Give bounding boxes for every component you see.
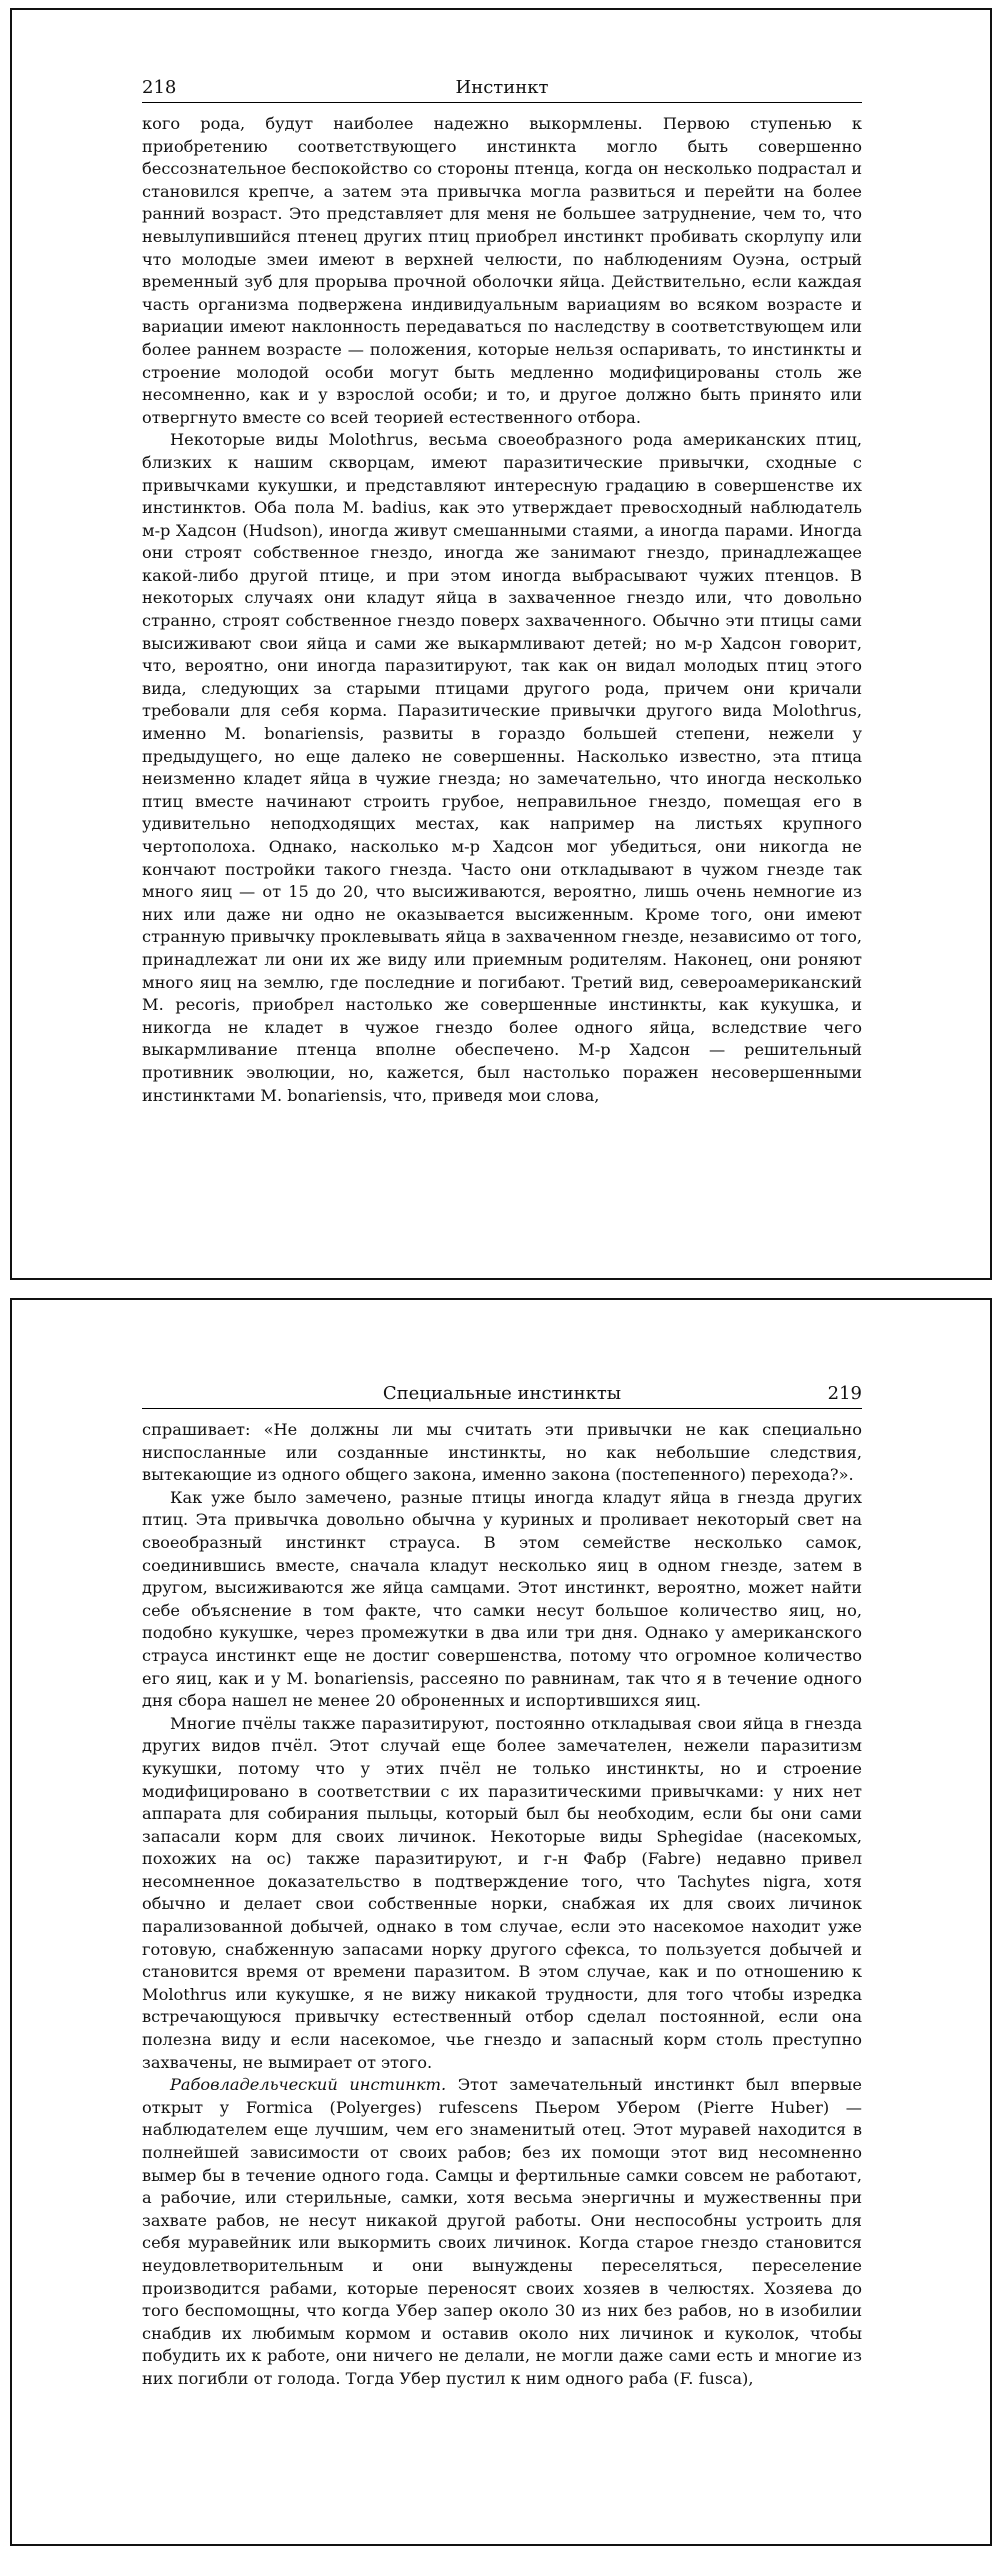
body-text: [142, 113, 862, 1107]
book-page-218: [10, 8, 992, 1280]
paragraph-body: Этот замечательный инстинкт был впервые открыт у Formica (Polyerges) rufescens Пьером Убером (Pierre Huber) — наблюдателем еще лучшим, чем его знаменитый отец. Этот муравей находится в полнейшей зависимости от своих рабов; без их помощи этот вид несомненно вымер бы в течение одного года. Самцы и фертильные самки совсем не работают, а рабочие, или стерильные, самки, хотя весьма энергичны и мужественны при захвате рабов, не несут никакой другой работы. Они неспособны устроить для себя муравейник или выкормить своих личинок. Когда старое гнездо становится неудовлетворительным и они вынуждены переселяться, переселение производится рабами, которые переносят своих хозяев в челюстях. Хозяева до того беспомощны, что когда Убер запер около 30 из них без рабов, но в изобилии снабдив их любимым кормом и оставив около них личинок и куколок, чтобы побудить их к работе, они ничего не делали, не могли даже сами есть и многие из них погибли от голода. Тогда Убер пустил к ним одного раба (F. fusca),: [142, 2075, 862, 2388]
page-content: [142, 1378, 862, 2391]
page-number: 219: [827, 1383, 862, 1404]
paragraph: кого рода, будут наиболее надежно выкормлены. Первою ступенью к приобретению соответствующего инстинкта могло быть совершенно бессознательное беспокойство со стороны птенца, когда он несколько подрастал и становился крепче, а затем эта привычка могла развиться и перейти на более ранний возраст. Это представляет для меня не большее затруднение, чем то, что невылупившийся птенец других птиц приобрел инстинкт пробивать скорлупу или что молодые змеи имеют в верхней челюсти, по наблюдениям Оуэна, острый временный зуб для прорыва прочной оболочки яйца. Действительно, если каждая часть организма подвержена индивидуальным вариациям во всяком возрасте и вариации имеют наклонность передаваться по наследству в соответствующем или более раннем возрасте — положения, которые нельзя оспаривать, то инстинкты и строение молодой особи могут быть медленно модифицированы столь же несомненно, как и у взрослой особи; и то, и другое должно быть принято или отвергнуто вместе со всей теорией естественного отбора.: [142, 114, 862, 427]
paragraph: Некоторые виды Molothrus, весьма своеобразного рода американских птиц, близких к нашим скворцам, имеют паразитические привычки, сходные с привычками кукушки, и представляют интересную градацию в совершенстве их инстинктов. Оба пола M. badius, как это утверждает превосходный наблюдатель м-р Хадсон (Hudson), иногда живут смешанными стаями, а иногда парами. Иногда они строят собственное гнездо, иногда же занимают гнездо, принадлежащее какой-либо другой птице, и при этом иногда выбрасывают чужих птенцов. В некоторых случаях они кладут яйца в захваченное гнездо или, что довольно странно, строят собственное гнездо поверх захваченного. Обычно эти птицы сами высиживают свои яйца и сами же выкармливают детей; но м-р Хадсон говорит, что, вероятно, они иногда паразитируют, так как он видал молодых птиц этого вида, следующих за старыми птицами другого рода, причем они кричали требовали для себя корма. Паразитические привычки другого вида Molothrus, именно M. bonariensis, развиты в гораздо большей степени, нежели у предыдущего, но еще далеко не совершенны. Насколько известно, эта птица неизменно кладет яйца в чужие гнезда; но замечательно, что иногда несколько птиц вместе начинают строить грубое, неправильное гнездо, помещая его в удивительно неподходящих местах, как например на листьях крупного чертополоха. Однако, насколько м-р Хадсон мог убедиться, они никогда не кончают постройки такого гнезда. Часто они откладывают в чужом гнезде так много яиц — от 15 до 20, что высиживаются, вероятно, лишь очень немногие из них или даже ни одно не оказывается высиженным. Кроме того, они имеют странную привычку проклевывать яйца в захваченном гнезде, независимо от того, принадлежат ли они их же виду или приемным родителям. Наконец, они роняют много яиц на землю, где последние и погибают. Третий вид, североамериканский M. pecoris, приобрел настолько же совершенные инстинкты, как кукушка, и никогда не кладет в чужое гнездо более одного яйца, вследствие чего выкармливание птенца вполне обеспечено. М-р Хадсон — решительный противник эволюции, но, кажется, был настолько поражен несовершенными инстинктами M. bonariensis, что, приведя мои слова,: [142, 430, 862, 1105]
page-content: [142, 72, 862, 1107]
running-title: Специальные инстинкты: [382, 1383, 622, 1404]
paragraph: Как уже было замечено, разные птицы иногда кладут яйца в гнезда других птиц. Эта привычка довольно обычна у куриных и проливает некоторый свет на своеобразный инстинкт страуса. В этом семействе несколько самок, соединившись вместе, сначала кладут несколько яиц в одном гнезде, затем в другом, высиживаются же яйца самцами. Этот инстинкт, вероятно, может найти себе объяснение в том факте, что самки несут большое количество яиц, но, подобно кукушке, через промежутки в два или три дня. Однако у американского страуса инстинкт еще не достиг совершенства, потому что огромное количество его яиц, как и у M. bonariensis, рассеяно по равнинам, так что я в течение одного дня сбора нашел не менее 20 оброненных и испортившихся яиц.: [142, 1487, 862, 1711]
page-number: 218: [142, 77, 177, 98]
running-head: [142, 72, 862, 103]
body-text: [142, 1419, 862, 2391]
running-title: Инстинкт: [455, 77, 549, 98]
paragraph: спрашивает: «Не должны ли мы считать эти привычки не как специально ниспосланные или созданные инстинкты, но как небольшие следствия, вытекающие из одного общего закона, именно закона (постепенного) перехода?».: [142, 1420, 862, 1485]
paragraph: Многие пчёлы также паразитируют, постоянно откладывая свои яйца в гнезда других видов пчёл. Этот случай еще более замечателен, нежели паразитизм кукушки, потому что у этих пчёл не только инстинкты, но и строение модифицировано в соответствии с их паразитическими привычками: у них нет аппарата для собирания пыльцы, который был бы необходим, если бы они сами запасали корм для своих личинок. Некоторые виды Sphegidae (насекомых, похожих на ос) также паразитируют, и г-н Фабр (Fabre) недавно привел несомненное доказательство в подтверждение того, что Tachytes nigra, хотя обычно и делает свои собственные норки, снабжая их для своих личинок парализованной добычей, однако в том случае, если это насекомое находит уже готовую, снабженную запасами норку другого сфекса, то пользуется добычей и становится время от времени паразитом. В этом случае, как и по отношению к Molothrus или кукушке, я не вижу никакой трудности, для того чтобы изредка встречающуюся привычку естественный отбор сделал постоянной, если она полезна виду и если насекомое, чье гнездо и запасный корм столь преступно захвачены, не вымирает от этого.: [142, 1713, 862, 2072]
running-head: [142, 1378, 862, 1409]
paragraph: [142, 2074, 862, 2390]
section-heading: Рабовладельческий инстинкт.: [170, 2075, 447, 2095]
book-page-219: [10, 1298, 992, 2546]
